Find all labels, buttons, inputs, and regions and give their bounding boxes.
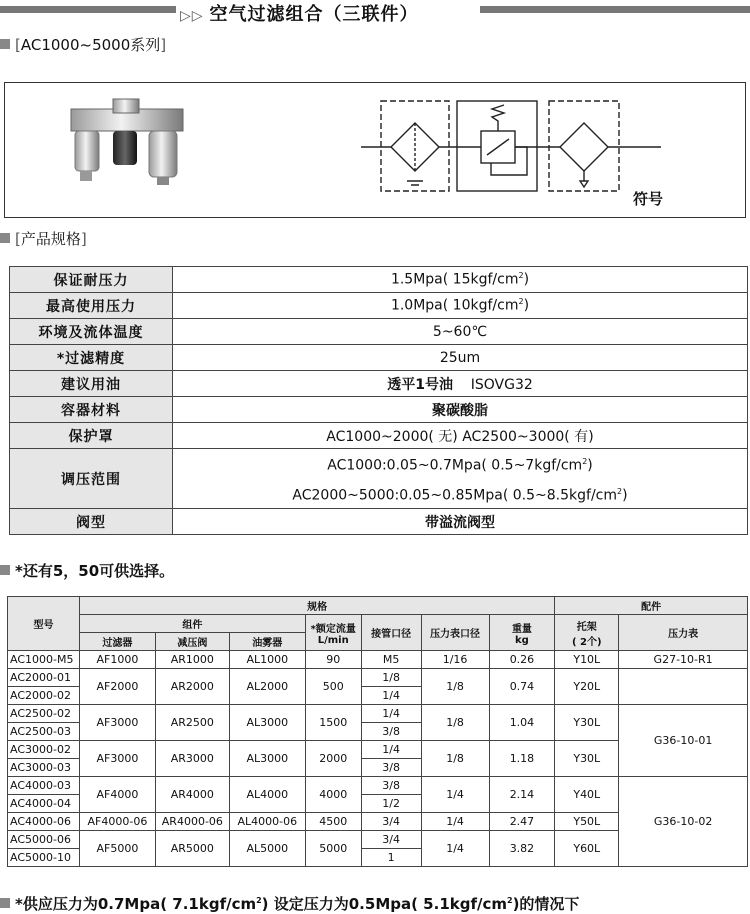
table-row — [8, 705, 748, 723]
port-cell: M5 — [361, 651, 421, 669]
gauge-port-cell: 1/16 — [421, 651, 489, 669]
bracket-cell: Y20L — [555, 669, 619, 705]
filter-cell: AF3000 — [79, 741, 155, 777]
port-cell: 1/8 — [361, 669, 421, 687]
port-cell: 3/8 — [361, 723, 421, 741]
note-options: *还有5，50可供选择。 — [0, 560, 174, 581]
weight-cell: 0.26 — [489, 651, 555, 669]
spec-title: 产品规格 — [20, 230, 81, 248]
lubricator-cell: AL3000 — [229, 741, 305, 777]
filter-cell: AF3000 — [79, 705, 155, 741]
regulator-cell: AR2000 — [155, 669, 229, 705]
table-row — [8, 651, 748, 669]
regulator-cell: AR2500 — [155, 705, 229, 741]
port-cell: 1/4 — [361, 705, 421, 723]
spec-value: 5~60℃ — [173, 319, 748, 345]
spec-key: 调压范围 — [10, 449, 173, 509]
header-rule-left — [0, 6, 176, 13]
lubricator-cell: AL4000 — [229, 777, 305, 813]
flow-cell: 4000 — [305, 777, 361, 813]
product-photo — [63, 97, 193, 193]
gauge-port-cell: 1/8 — [421, 741, 489, 777]
filter-cell: AF4000-06 — [79, 813, 155, 831]
spec-value: 1.0Mpa( $10kgf/cm^2$) — [173, 293, 748, 319]
col-regulator: 减压阀 — [155, 633, 229, 651]
symbol-label: 符号 — [633, 190, 664, 208]
gauge-cell: G36-10-02 — [619, 777, 748, 867]
lubricator-cell: AL4000-06 — [229, 813, 305, 831]
section-spec-heading: [产品规格] — [0, 228, 87, 249]
lubricator-cell: AL5000 — [229, 831, 305, 867]
col-gauge: 压力表 — [619, 615, 748, 651]
bracket-cell: Y10L — [555, 651, 619, 669]
spec-value: 聚碳酸脂 — [173, 397, 748, 423]
bracket-cell: Y30L — [555, 741, 619, 777]
filter-cell: AF5000 — [79, 831, 155, 867]
double-arrow-icon: ▷▷ — [180, 8, 204, 24]
model-cell: AC2000-01 — [8, 669, 80, 687]
col-filter: 过滤器 — [79, 633, 155, 651]
model-cell: AC3000-03 — [8, 759, 80, 777]
flow-cell: 4500 — [305, 813, 361, 831]
spec-value: AC1000:0.05~0.7Mpa( $0.5\sim 7kgf/cm^2$) AC2000~5000:0.05~0.85Mpa( $0.5\sim 8.5kgf/cm^2$) — [173, 449, 748, 509]
col-gauge-port: 压力表口径 — [421, 615, 489, 651]
spec-key: 环境及流体温度 — [10, 319, 173, 345]
model-cell: AC4000-04 — [8, 795, 80, 813]
bracket-cell: Y30L — [555, 705, 619, 741]
model-cell: AC3000-02 — [8, 741, 80, 759]
weight-cell: 2.47 — [489, 813, 555, 831]
lubricator-cell: AL3000 — [229, 705, 305, 741]
footnote: *供应压力为0.7Mpa( $7.1kgf/cm^2$) 设定压力为0.5Mpa( $5.1kgf/cm^2$)的情况下 — [0, 893, 579, 914]
port-cell: 3/8 — [361, 777, 421, 795]
model-cell: AC4000-03 — [8, 777, 80, 795]
gauge-cell: G36-10-01 — [619, 705, 748, 777]
gauge-cell — [619, 669, 748, 705]
flow-cell: 2000 — [305, 741, 361, 777]
weight-cell: 1.04 — [489, 705, 555, 741]
spec-row — [10, 345, 748, 371]
flow-cell: 90 — [305, 651, 361, 669]
regulator-cell: AR1000 — [155, 651, 229, 669]
spec-row — [10, 449, 748, 509]
flow-cell: 500 — [305, 669, 361, 705]
flow-cell: 1500 — [305, 705, 361, 741]
spec-value: 25um — [173, 345, 748, 371]
gauge-port-cell: 1/4 — [421, 777, 489, 813]
lubricator-cell: AL1000 — [229, 651, 305, 669]
regulator-cell: AR4000-06 — [155, 813, 229, 831]
regulator-cell: AR5000 — [155, 831, 229, 867]
header-row — [8, 615, 748, 633]
port-cell: 1/2 — [361, 795, 421, 813]
col-port: 接管口径 — [361, 615, 421, 651]
gauge-port-cell: 1/4 — [421, 831, 489, 867]
filter-cell: AF2000 — [79, 669, 155, 705]
spec-row — [10, 509, 748, 535]
weight-cell: 1.18 — [489, 741, 555, 777]
col-weight: 重量 kg — [489, 615, 555, 651]
gauge-port-cell: 1/4 — [421, 813, 489, 831]
spec-key: 阀型 — [10, 509, 173, 535]
table-row — [8, 669, 748, 687]
pneumatic-symbol-diagram — [361, 97, 661, 197]
header-row — [8, 597, 748, 615]
spec-value: 透平1号油 ISOVG32 — [173, 371, 748, 397]
spec-key: 容器材料 — [10, 397, 173, 423]
gauge-port-cell: 1/8 — [421, 705, 489, 741]
spec-row — [10, 293, 748, 319]
spec-key: 保护罩 — [10, 423, 173, 449]
spec-row — [10, 397, 748, 423]
spec-row — [10, 319, 748, 345]
filter-cell: AF4000 — [79, 777, 155, 813]
col-flow: *额定流量 L/min — [305, 615, 361, 651]
regulator-cell: AR4000 — [155, 777, 229, 813]
page-title-text: 空气过滤组合（三联件） — [209, 4, 419, 25]
spec-key: *过滤精度 — [10, 345, 173, 371]
flow-cell: 5000 — [305, 831, 361, 867]
col-lubricator: 油雾器 — [229, 633, 305, 651]
col-bracket: 托架 ( 2个) — [555, 615, 619, 651]
bracket-cell: Y40L — [555, 777, 619, 813]
col-accessories: 配件 — [555, 597, 748, 615]
spec-row — [10, 371, 748, 397]
bullet-square-icon — [0, 233, 10, 243]
port-cell: 1/4 — [361, 687, 421, 705]
bullet-square-icon — [0, 39, 10, 49]
spec-key: 建议用油 — [10, 371, 173, 397]
spec-key: 保证耐压力 — [10, 267, 173, 293]
port-cell: 3/4 — [361, 813, 421, 831]
port-cell: 1/4 — [361, 741, 421, 759]
bullet-square-icon — [0, 898, 10, 908]
col-spec: 规格 — [79, 597, 554, 615]
gauge-port-cell: 1/8 — [421, 669, 489, 705]
page-title — [180, 0, 419, 26]
bracket-cell: Y50L — [555, 813, 619, 831]
model-cell: AC2500-03 — [8, 723, 80, 741]
weight-cell: 2.14 — [489, 777, 555, 813]
bullet-square-icon — [0, 565, 10, 575]
header-rule-right — [480, 6, 750, 13]
table-row — [8, 777, 748, 795]
gauge-cell: G27-10-R1 — [619, 651, 748, 669]
bracket-cell: Y60L — [555, 831, 619, 867]
series-title: AC1000~5000系列 — [20, 36, 161, 54]
model-cell: AC1000-M5 — [8, 651, 80, 669]
model-cell: AC4000-06 — [8, 813, 80, 831]
filter-cell: AF1000 — [79, 651, 155, 669]
model-cell: AC2000-02 — [8, 687, 80, 705]
port-cell: 3/4 — [361, 831, 421, 849]
lubricator-cell: AL2000 — [229, 669, 305, 705]
port-cell: 1 — [361, 849, 421, 867]
col-model: 型号 — [8, 597, 80, 651]
section-series-heading: [AC1000~5000系列] — [0, 34, 166, 55]
spec-value: AC1000~2000( 无) AC2500~3000( 有) — [173, 423, 748, 449]
spec-row — [10, 267, 748, 293]
spec-value: 1.5Mpa( $15kgf/cm^2$) — [173, 267, 748, 293]
regulator-cell: AR3000 — [155, 741, 229, 777]
port-cell: 3/8 — [361, 759, 421, 777]
spec-row — [10, 423, 748, 449]
model-cell: AC2500-02 — [8, 705, 80, 723]
spec-value: 带溢流阀型 — [173, 509, 748, 535]
weight-cell: 3.82 — [489, 831, 555, 867]
spec-table — [9, 266, 748, 535]
col-parts: 组件 — [79, 615, 305, 633]
weight-cell: 0.74 — [489, 669, 555, 705]
spec-key: 最高使用压力 — [10, 293, 173, 319]
model-cell: AC5000-10 — [8, 849, 80, 867]
model-table — [7, 596, 748, 867]
model-cell: AC5000-06 — [8, 831, 80, 849]
